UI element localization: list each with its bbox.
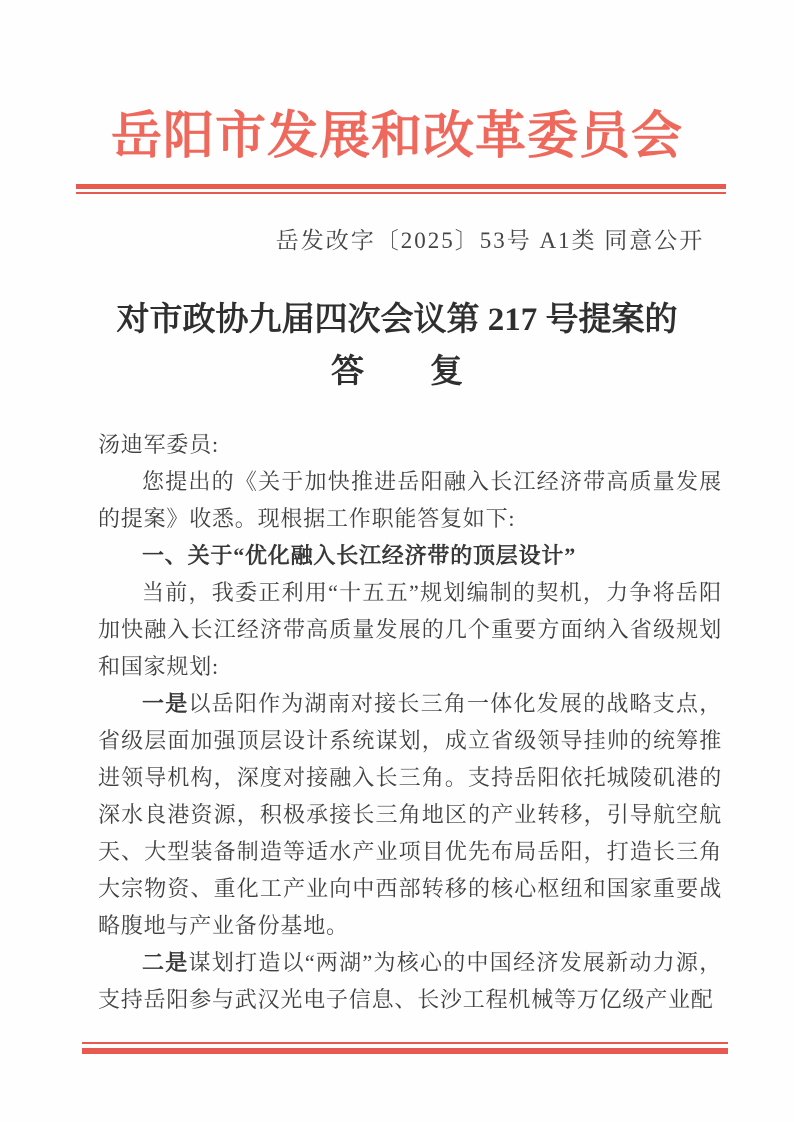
document-title-line1: 对市政协九届四次会议第 217 号提案的: [116, 302, 678, 338]
footer-rule: [82, 1042, 728, 1054]
body-paragraph: 当前，我委正利用“十五五”规划编制的契机，力争将岳阳加快融入长江经济带高质量发展的几个重要方面纳入省级规划和国家规划:: [98, 580, 722, 679]
paragraph-lead: 一是: [142, 691, 189, 716]
header-rule: [76, 184, 726, 194]
document-number: 岳发改字〔2025〕53号 A1类 同意公开: [275, 228, 705, 253]
body-paragraph: 您提出的《关于加快推进岳阳融入长江经济带高质量发展的提案》收悉。现根据工作职能答复如下:: [98, 469, 722, 531]
section-heading: 一、关于“优化融入长江经济带的顶层设计”: [142, 543, 577, 568]
salutation: 汤迪军委员:: [98, 432, 219, 457]
header-rule-thin: [76, 192, 726, 194]
letterhead-title: 岳阳市发展和改革委员会: [110, 109, 683, 165]
paragraph-lead: 二是: [142, 950, 189, 975]
body-paragraph: 一是以岳阳作为湖南对接长三角一体化发展的战略支点，省级层面加强顶层设计系统谋划，成立省级领导挂帅的统筹推进领导机构，深度对接融入长三角。支持岳阳依托城陵矶港的深水良港资源，积极承接长三角地区的产业转移，引导航空航天、大型装备制造等适水产业项目优先布局岳阳，打造长三角大宗物资、重化工产业向中西部转移的核心枢纽和国家重要战略腹地与产业备份基地。: [98, 691, 722, 938]
document-title-line2: 答 复: [331, 354, 463, 390]
footer-rule-thick: [82, 1048, 728, 1054]
body-paragraph: 二是谋划打造以“两湖”为核心的中国经济发展新动力源，支持岳阳参与武汉光电子信息、长沙工程机械等万亿级产业配: [98, 950, 723, 1012]
letter-body: [98, 426, 722, 1018]
document-title: [0, 294, 794, 398]
